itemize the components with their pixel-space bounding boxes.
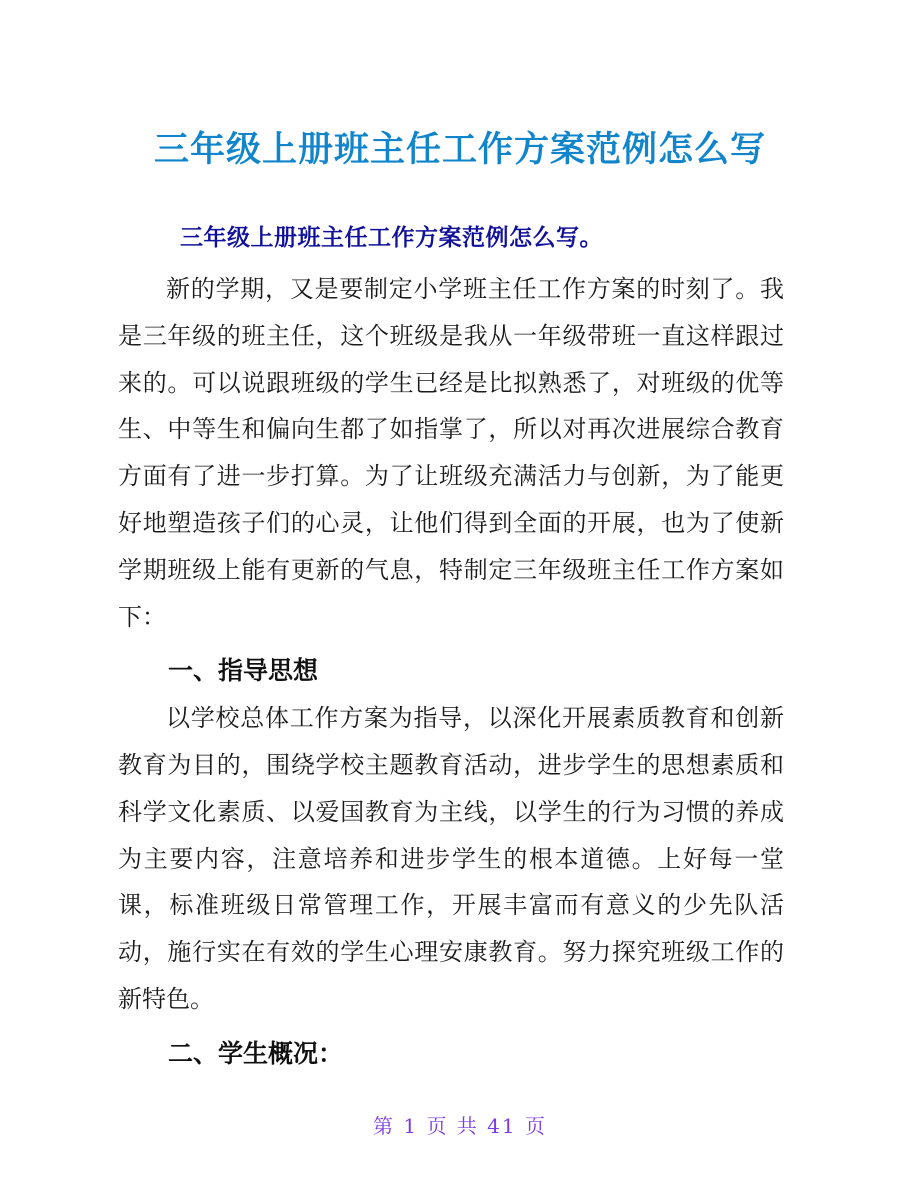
document-subtitle: 三年级上册班主任工作方案范例怎么写。	[180, 225, 603, 251]
section-2-heading: 二、学生概况：	[168, 1038, 344, 1068]
page-number-label: 第 1 页 共 41 页	[373, 1114, 547, 1138]
section-1-heading: 一、指导思想	[168, 656, 319, 686]
page-footer	[0, 1110, 920, 1139]
section-1-body: 以学校总体工作方案为指导，以深化开展素质教育和创新教育为目的，围绕学校主题教育活动，进步学生的思想素质和科学文化素质、以爱国教育为主线，以学生的行为习惯的养成为主要内容，注意培养和进步学生的根本道德。上好每一堂课，标准班级日常管理工作，开展丰富而有意义的少先队活动，施行实在有效的学生心理安康教育。努力探究班级工作的新特色。	[118, 704, 784, 1013]
paragraph-intro: 新的学期，又是要制定小学班主任工作方案的时刻了。我是三年级的班主任，这个班级是我从一年级带班一直这样跟过来的。可以说跟班级的学生已经是比拟熟悉了，对班级的优等生、中等生和偏向生都了如指掌了，所以对再次进展综合教育方面有了进一步打算。为了让班级充满活力与创新，为了能更好地塑造孩子们的心灵，让他们得到全面的开展，也为了使新学期班级上能有更新的气息，特制定三年级班主任工作方案如下：	[118, 275, 784, 631]
document-title: 三年级上册班主任工作方案范例怎么写	[153, 130, 766, 170]
document-body	[118, 266, 784, 1078]
